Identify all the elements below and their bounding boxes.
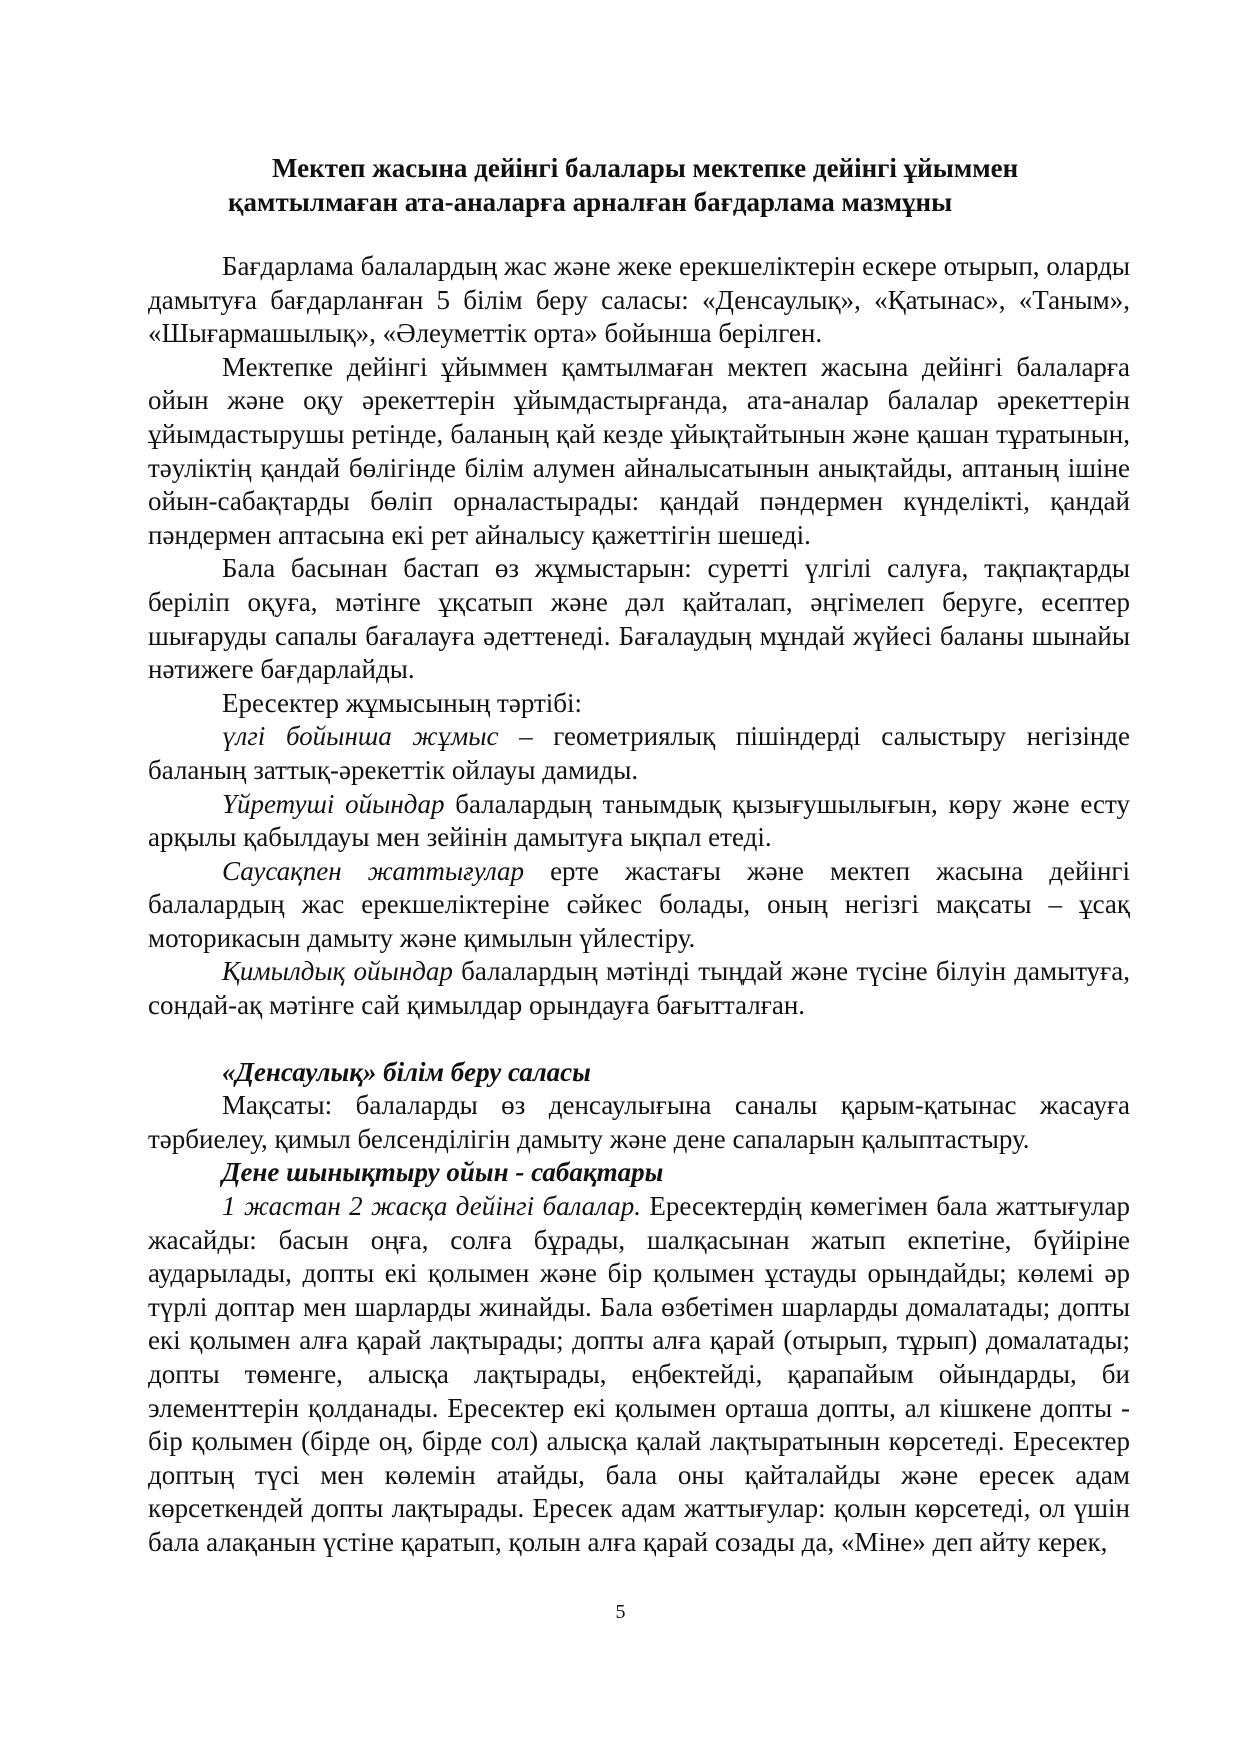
paragraph-text: балалардың мәтінді тыңдай және түсіне білуін дамытуға, сондай-ақ мәтінге сай қимылдар орындауға бағытталған. (148, 956, 1130, 1021)
paragraph: Мектепке дейінгі ұйыммен қамтылмаған мектеп жасына дейінгі балаларға ойын және оқу әрекеттерін ұйымдастырғанда, ата-аналар балалар әрекеттерін ұйымдастырушы ретінде, баланың қай кезде ұйықтайтынын және қашан тұратынын, тәуліктің қандай бөлігінде білім алумен айналысатынын анықтайды, аптаның ішіне ойын-сабақтарды бөліп орналастырады: қандай пәндермен күнделікті, қандай пәндермен аптасына екі рет айналысу қажеттігін шешеді. (148, 351, 1130, 550)
paragraph: Мақсаты: балаларды өз денсаулығына саналы қарым-қатынас жасауға тәрбиелеу, қимыл белсенділігін дамыту және дене сапаларын қалыптастыру. (148, 1090, 1130, 1154)
paragraph (148, 720, 1130, 787)
subheading (148, 1156, 1130, 1190)
paragraph (148, 855, 1130, 956)
section-heading-text: «Денсаулық» білім беру саласы (222, 1056, 591, 1087)
italic-term: үлгі бойынша жұмыс (222, 721, 499, 752)
page-title-line-2: қамтылмаған ата-аналарға арналған бағдарлама мазмұны (228, 187, 953, 217)
paragraph-text: ерте жастағы және мектеп жасына дейінгі балалардың жас ерекшеліктеріне сәйкес болады, оның негізгі мақсаты – ұсақ моторикасын дамыту және қимылын үйлестіру. (148, 855, 1130, 953)
page-title-line-1: Мектеп жасына дейінгі балалары мектепке дейінгі ұйыммен (272, 153, 1019, 183)
document-body (148, 250, 1130, 1560)
paragraph-text: балалардың танымдық қызығушылығын, көру және есту арқылы қабылдауы мен зейінін дамытуға ықпал етеді. (148, 788, 1130, 853)
paragraph: Ересектер жұмысының тәртібі: (222, 687, 583, 718)
italic-term: Қимылдық ойындар (222, 956, 453, 987)
paragraph: Бала басынан бастап өз жұмыстарын: суретті үлгілі салуға, тақпақтарды беріліп оқуға, мәтінге ұқсатып және дәл қайталап, әңгімелеп беруге, есептер шығаруды сапалы бағалауға әдеттенеді. Бағалаудың мұндай жүйесі баланы шынайы нәтижеге бағдарлайды. (148, 553, 1130, 685)
paragraph: Бағдарлама балалардың жас және жеке ерекшеліктерін ескере отырып, оларды дамытуға бағдарланған 5 білім беру саласы: «Денсаулық», «Қатынас», «Таным», «Шығармашылық», «Әлеуметтік орта» бойынша берілген. (148, 251, 1130, 349)
paragraph-text: Ересектердің көмегімен бала жаттығулар жасайды: басын оңға, солға бұрады, шалқасынан жатып екпетіне, бүйіріне аударылады, допты екі қолымен және бір қолымен ұстауды орындайды; көлемі әр түрлі доптар мен шарларды жинайды. Бала өзбетімен шарларды домалатады; допты екі қолымен алға қарай лақтырады; допты алға қарай (отырып, тұрып) домалатады; допты төменге, алысқа лақтырады, еңбектейді, қарапайым ойындарды, би элементтерін қолданады. Ересектер екі қолымен орташа допты, ал кішкене допты - бір қолымен (бірде оң, бірде сол) алысқа қалай лақтыратынын көрсетеді. Ересектер доптың түсі мен көлемін атайды, бала оны қайталайды және ересек адам көрсеткендей допты лақтырады. Ересек адам жаттығулар: қолын көрсетеді, ол үшін бала алақанын үстіне қаратып, қолын алға қарай созады да, «Міне» деп айту керек, (148, 1191, 1131, 1557)
italic-term: Үйретуші ойындар (222, 788, 445, 819)
italic-term: Саусақпен жаттығулар (222, 855, 525, 886)
section-heading (148, 1056, 1130, 1090)
paragraph (148, 955, 1130, 1022)
page-number: 5 (615, 1601, 626, 1623)
paragraph-text: – геометриялық пішіндерді салыстыру негізінде баланың заттық-әрекеттік ойлауы дамиды. (148, 721, 1130, 785)
paragraph (148, 1190, 1130, 1560)
paragraph (148, 788, 1130, 855)
italic-term: 1 жастан 2 жасқа дейінгі балалар. (222, 1191, 642, 1222)
subheading-text: Дене шынықтыру ойын - сабақтары (222, 1157, 664, 1188)
